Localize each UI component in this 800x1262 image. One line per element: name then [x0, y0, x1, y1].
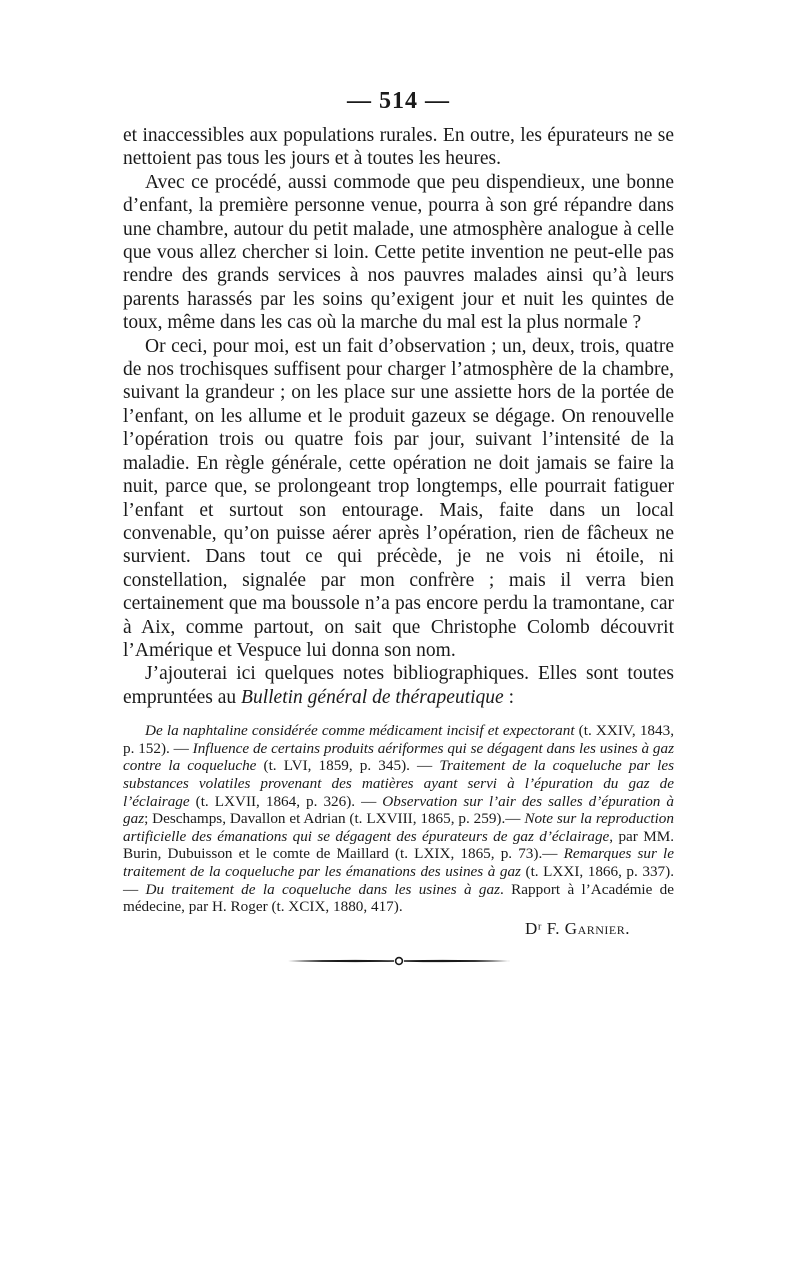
- note-title: De la naphtaline considérée comme médicament incisif et expectorant: [145, 722, 575, 740]
- note-reference: (t. LVI, 1859, p. 345). —: [256, 757, 440, 775]
- note-title: Note sur la reproduction artificielle des émanations qui se dégagent des épurateurs de gaz d’éclairage: [123, 810, 674, 845]
- ornament-rule-icon: [284, 954, 514, 968]
- paragraph-continuation: et inaccessibles aux populations rurales. En outre, les épurateurs ne se nettoient pas tous les jours et à toutes les heures.: [123, 125, 674, 170]
- note-reference: , par MM. Burin, Dubuisson et le comte de Maillard (t. LXIX, 1865, p. 73).—: [123, 827, 674, 863]
- note-reference: (t. LXXI, 1866, p. 337). —: [123, 862, 674, 898]
- paragraph-bibliography-intro: [123, 662, 674, 709]
- bulletin-title: Bulletin général de thérapeutique: [241, 686, 504, 708]
- note-title: Observation sur l’air des salles d’épuration à gaz: [123, 792, 674, 828]
- note-title: Traitement de la coqueluche par les substances volatiles provenant des matières ayant servi à l’épuration du gaz de l’éclairage: [123, 757, 674, 810]
- document-page: [123, 86, 674, 968]
- note-reference: (t. XXIV, 1843, p. 152). —: [123, 722, 675, 757]
- signature-prefix: Dʳ F.: [524, 918, 565, 938]
- note-reference: (t. LXVII, 1864, p. 326). —: [189, 792, 383, 810]
- signature-name: Garnier.: [564, 918, 630, 938]
- note-title: Du traitement de la coqueluche dans les usines à gaz: [145, 880, 501, 898]
- author-signature: [123, 918, 674, 940]
- note-title: Remarques sur le traitement de la coqueluche par les émanations des usines à gaz: [123, 845, 675, 880]
- note-title: Influence de certains produits aériformes qui se dégagent dans les usines à gaz contre la coqueluche: [123, 739, 674, 775]
- end-ornament: [284, 954, 514, 968]
- page-number: — 514 —: [347, 88, 450, 114]
- note-reference: ; Deschamps, Davallon et Adrian (t. LXVIII, 1865, p. 259).—: [144, 810, 525, 828]
- bulletin-tail: :: [503, 686, 514, 708]
- paragraph-observation: Or ceci, pour moi, est un fait d’observation ; un, deux, trois, quatre de nos trochisques suffisent pour charger l’atmosphère de la chambre, suivant la grandeur ; on les place sur une assiette hors de la portée de l’enfant, on les allume et le produit gazeux se dégage. On renouvelle l’opération trois ou quatre fois par jour, suivant l’intensité de la maladie. En règle générale, cette opération ne doit jamais se faire la nuit, parce que, se prolongeant trop longtemps, elle pourrait fatiguer l’enfant et surtout son entourage. Mais, faite dans un local convenable, qu’on puisse aérer après l’opération, rien de fâcheux ne survient. Dans tout ce qui précède, je ne vois ni étoile, ni constellation, signalée par mon confrère ; mais il verra bien certainement que ma boussole n’a pas encore perdu la tramontane, car à Aix, comme partout, on sait que Christophe Colomb découvrit l’Amérique et Vespuce lui donna son nom.: [123, 335, 674, 661]
- bibliography-intro-text: J’ajouterai ici quelques notes bibliographiques. Elles sont toutes empruntées au: [123, 663, 674, 708]
- bibliography-notes: [123, 722, 674, 916]
- note-reference: . Rapport à l’Académie de médecine, par H. Roger (t. XCIX, 1880, 417).: [123, 880, 675, 916]
- paragraph-procedure: Avec ce procédé, aussi commode que peu dispendieux, une bonne d’enfant, la première personne venue, pourra à son gré répandre dans une chambre, autour du petit malade, une atmosphère analogue à celle que vous allez chercher si loin. Cette petite invention ne peut-elle pas rendre des grands services à nos pauvres malades ainsi qu’à leurs parents harassés par les soins qu’exigent jour et nuit les quintes de toux, même dans les cas où la marche du mal est la plus normale ?: [123, 171, 674, 334]
